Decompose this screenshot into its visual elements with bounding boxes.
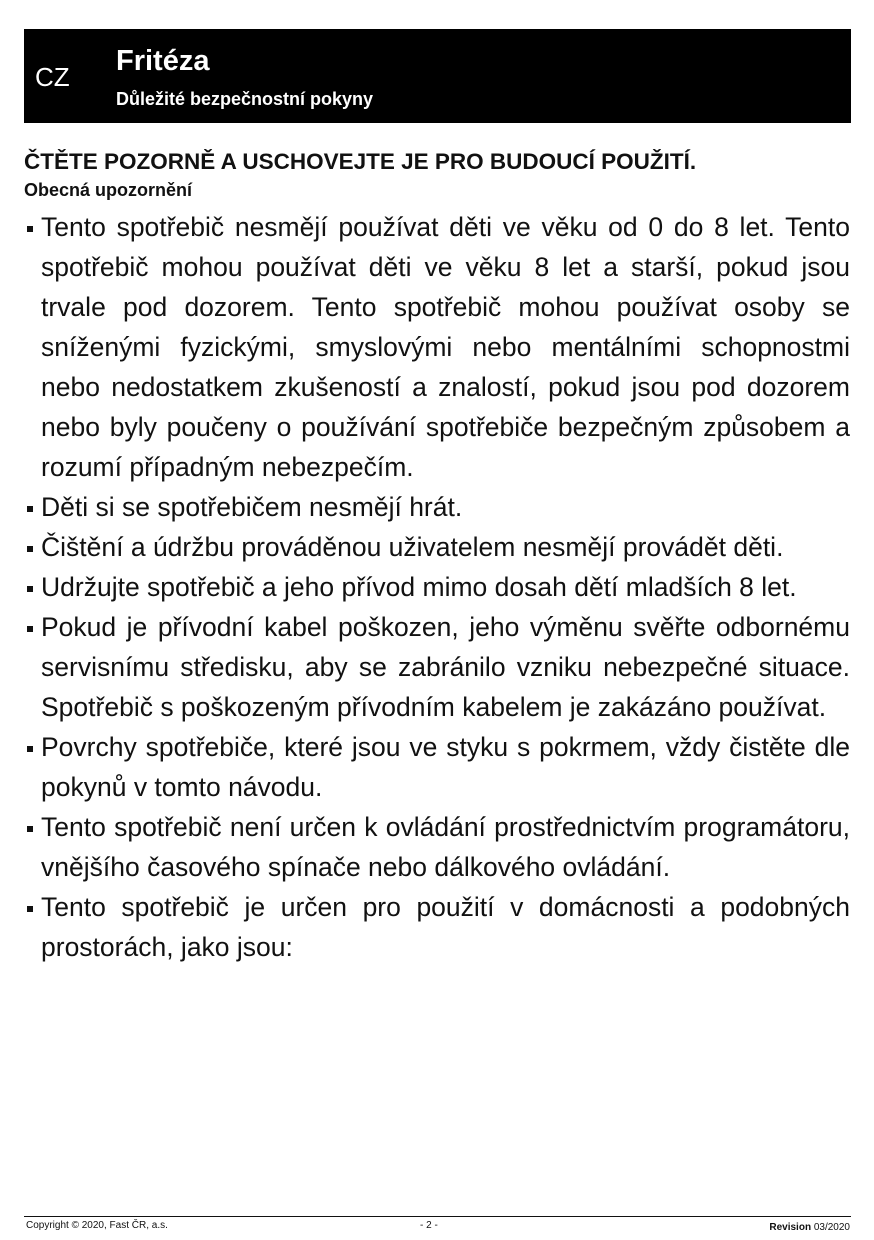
list-item (24, 807, 850, 887)
section-heading: Obecná upozornění (24, 180, 193, 200)
main-heading: ČTĚTE POZORNĚ A USCHOVEJTE JE PRO BUDOUCÍ POUŽITÍ. (24, 149, 697, 174)
list-item-text: Tento spotřebič nesmějí používat děti ve věku od 0 do 8 let. Tento spotřebič mohou používat děti ve věku 8 let a starší, pokud jsou trvale pod dozorem. Tento spotřebič mohou používat osoby se sníženými fyzickými, smyslovými nebo mentálními schopnostmi nebo nedostatkem zkušeností a znalostí, pokud jsou pod dozorem nebo byly poučeny o používání spotřebiče bezpečným způsobem a rozumí případným nebezpečím. (41, 212, 850, 482)
bullet-icon (27, 226, 33, 232)
warnings-list (24, 207, 850, 967)
list-item-text: Udržujte spotřebič a jeho přívod mimo dosah dětí mladších 8 let. (41, 572, 797, 602)
bullet-icon (27, 746, 33, 752)
list-item (24, 567, 850, 607)
bullet-icon (27, 626, 33, 632)
list-item (24, 887, 850, 967)
page-number: - 2 - (420, 1220, 438, 1231)
document-subtitle: Důležité bezpečnostní pokyny (116, 89, 374, 109)
language-code: CZ (35, 62, 70, 92)
list-item-text: Tento spotřebič není určen k ovládání prostřednictvím programátoru, vnějšího časového spínače nebo dálkového ovládání. (41, 812, 850, 882)
list-item-text: Děti si se spotřebičem nesmějí hrát. (41, 492, 463, 522)
bullet-icon (27, 586, 33, 592)
list-item (24, 487, 850, 527)
footer-copyright: Copyright © 2020, Fast ČR, a.s. (26, 1220, 168, 1231)
list-item (24, 527, 850, 567)
list-item (24, 727, 850, 807)
footer-revision (769, 1222, 850, 1234)
bullet-icon (27, 906, 33, 912)
revision-label: Revision (769, 1222, 812, 1233)
footer-divider (24, 1216, 851, 1217)
list-item (24, 607, 850, 727)
list-item-text: Povrchy spotřebiče, které jsou ve styku s pokrmem, vždy čistěte dle pokynů v tomto návodu. (41, 732, 850, 802)
list-item-text: Pokud je přívodní kabel poškozen, jeho výměnu svěřte odbornému servisnímu středisku, aby se zabránilo vzniku nebezpečné situace. Spotřebič s poškozeným přívodním kabelem je zakázáno používat. (41, 612, 850, 722)
document-title: Fritéza (116, 45, 210, 77)
header-bar (24, 29, 851, 123)
bullet-icon (27, 546, 33, 552)
list-item-text: Čištění a údržbu prováděnou uživatelem nesmějí provádět děti. (41, 532, 784, 562)
list-item (24, 207, 850, 487)
revision-date: 03/2020 (813, 1222, 850, 1233)
bullet-icon (27, 506, 33, 512)
list-item-text: Tento spotřebič je určen pro použití v domácnosti a podobných prostorách, jako jsou: (41, 892, 850, 962)
bullet-icon (27, 826, 33, 832)
